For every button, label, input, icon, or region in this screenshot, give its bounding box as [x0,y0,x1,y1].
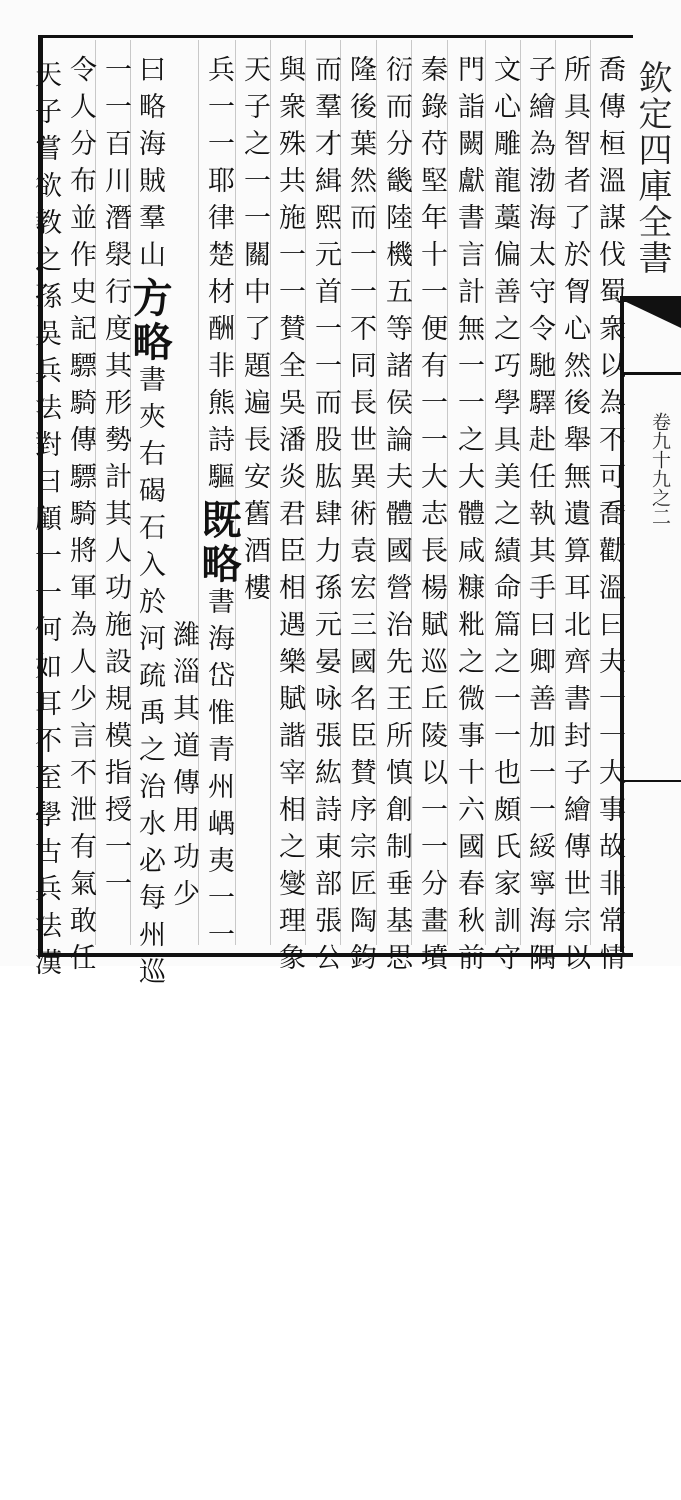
banxin-rule [622,780,681,782]
column-12-tail: 書海岱惟青州嵎夷一一 [203,587,234,957]
text-column-12 [195,55,242,957]
column-rule [485,40,486,945]
column-12-lead: 兵一一耶律楚材酬非熊詩驅 [203,55,234,499]
column-rule [235,40,236,945]
column-14-lead: 曰略海賊羣山 [134,55,165,277]
text-column-7: 衍而分畿陸機五等諸侯論夫體國營治先王所慎創制垂基思 [381,55,412,980]
book-title: 欽定四庫全書 [632,60,672,276]
entry-heading-jilue: 既略 [195,499,242,587]
text-column-13: 濰淄其道傳用功少 [168,620,199,916]
text-column-15 [98,55,132,935]
text-column-6: 秦錄苻堅年十一便有一一大志長楊賦巡丘陵以一一分畫墳 [416,55,447,980]
volume-label: 卷九十九之二 [649,412,671,526]
column-15-tail: 行度其形勢計其人功施設規模指授一一 [100,277,131,906]
fishtail-line [622,372,681,375]
text-column-2: 所具智者了於胷心然後舉無遺算耳北齊書封子繪傳世宗以 [559,55,590,980]
text-column-1: 喬傳桓溫謀伐蜀衆以為不可喬勸溫曰夫一一大事故非常情 [594,55,625,980]
text-column-8: 隆後葉然而一一不同長世異術袁宏三國名臣賛序宗匠陶鈞 [345,55,376,980]
text-column-14 [126,55,173,994]
text-column-11: 天子之一一關中了題遍長安舊酒樓 [239,55,270,610]
text-column-17: 天子嘗欲教之孫吳兵法對曰顧一一何如耳不至學古兵法漢 [30,60,61,985]
column-14-tail: 書夾右碣石入於河疏禹之治水必每州巡 [134,365,165,994]
text-column-5: 門詣闕獻書言計無一一之大體咸糠粃之微事十六國春秋前 [453,55,484,980]
fishtail-ornament [622,300,681,328]
entry-heading-fanglue: 方略 [126,277,173,365]
text-column-16: 令人分布並作史記驃騎傳驃騎將軍為人少言不泄有氣敢任 [65,55,96,980]
text-column-10: 與衆殊共施一一賛全吳潘炎君臣相遇樂賦諧宰相之燮理象 [274,55,305,980]
text-column-3: 子繪為渤海太守令馳驛赴任執其手曰卿善加一一綏寧海隅 [524,55,555,980]
text-column-9: 而羣才緝熙元首一一而股肱肆力孫元晏咏張紘詩東部張公 [310,55,341,980]
column-15-lead: 一一百川潛澩 [100,55,131,277]
text-column-4: 文心雕龍藁偏善之巧學具美之績命篇之一一也頗氏家訓守 [489,55,520,980]
